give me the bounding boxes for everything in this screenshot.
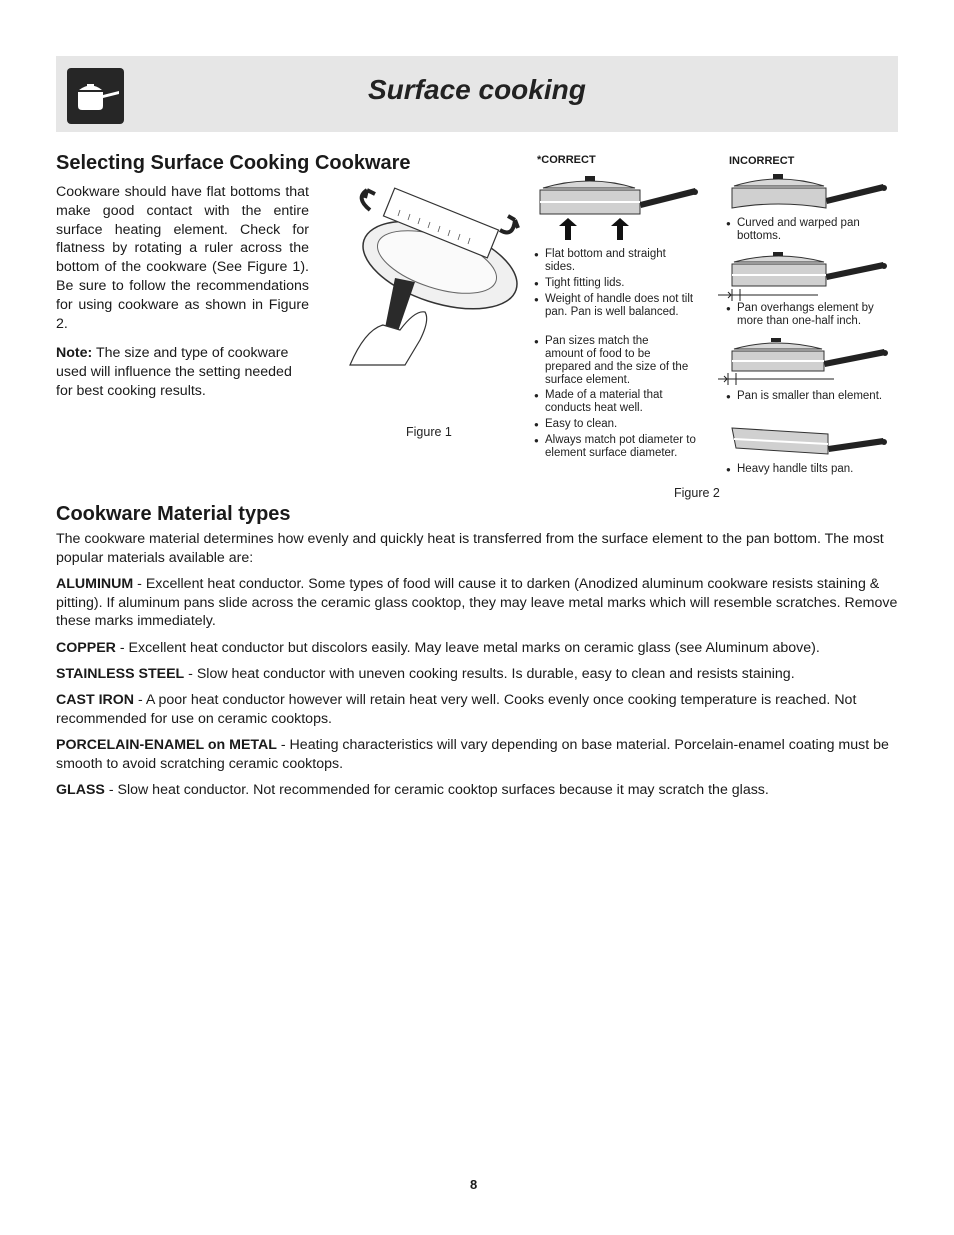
incorrect-heading: INCORRECT [729, 155, 795, 167]
materials-intro: The cookware material determines how evenly and quickly heat is transferred from the surface element to the pan bottom. The most popular materials available are: [56, 531, 884, 566]
warped-pan-illustration [728, 170, 893, 215]
correct-item: ● Easy to clean. [545, 418, 695, 431]
material-stainless-steel [56, 665, 898, 684]
correct-item: ● Made of a material that conducts heat well. [545, 389, 690, 415]
material-name: GLASS [56, 782, 105, 798]
tilted-pan-illustration [728, 424, 893, 459]
figure1-illustration [345, 180, 525, 370]
correct-item: ● Weight of handle does not tilt pan. Pan is well balanced. [545, 293, 700, 319]
correct-item: ● Flat bottom and straight sides. [545, 248, 695, 274]
material-copper [56, 639, 898, 658]
figure2-caption: Figure 2 [674, 486, 720, 500]
material-name: COPPER [56, 640, 116, 656]
small-pan-illustration [716, 335, 893, 387]
section-heading-cookware: Selecting Surface Cooking Cookware [56, 152, 411, 174]
note-paragraph [56, 344, 309, 400]
correct-pan-illustration [535, 170, 710, 245]
incorrect-item: ● Curved and warped pan bottoms. [737, 217, 897, 243]
note-label: Note: [56, 345, 93, 361]
material-text: - Slow heat conductor. Not recommended for ceramic cooktop surfaces because it may scratch the glass. [104, 782, 769, 798]
page-number: 8 [470, 1177, 478, 1192]
note-text: The size and type of cookware used will influence the setting needed for best cooking results. [56, 345, 292, 399]
material-porcelain-enamel [56, 736, 898, 773]
header-banner [56, 56, 898, 132]
correct-heading: *CORRECT [537, 154, 596, 166]
incorrect-item: ● Pan overhangs element by more than one-half inch. [737, 302, 897, 328]
material-text: - Excellent heat conductor but discolors easily. May leave metal marks on ceramic glass (see Aluminum above). [115, 640, 820, 656]
material-text: - A poor heat conductor however will retain heat very well. Cooks evenly once cooking temperature is reached. Not recommended for use on ceramic cooktops. [56, 692, 857, 727]
correct-item: ● Pan sizes match the amount of food to be prepared and the size of the surface element. [545, 335, 690, 387]
incorrect-item: ● Pan is smaller than element. [737, 390, 887, 403]
material-aluminum [56, 575, 898, 631]
section-heading-materials: Cookware Material types [56, 503, 291, 525]
overhang-pan-illustration [718, 250, 893, 302]
material-glass [56, 781, 898, 800]
saucepan-icon [67, 68, 124, 124]
correct-item: ● Tight fitting lids. [545, 277, 695, 290]
material-text: - Heating characteristics will vary depending on base material. Porcelain-enamel coating must be smooth to avoid scratching ceramic cooktops. [56, 737, 889, 772]
material-text: - Slow heat conductor with uneven cooking results. Is durable, easy to clean and resists staining. [184, 666, 795, 682]
material-name: PORCELAIN-ENAMEL on METAL [56, 737, 277, 753]
figure1-caption: Figure 1 [406, 425, 452, 439]
incorrect-item: ● Heavy handle tilts pan. [737, 463, 897, 476]
correct-item: ● Always match pot diameter to element surface diameter. [545, 434, 705, 460]
material-cast-iron [56, 691, 898, 728]
material-name: CAST IRON [56, 692, 135, 708]
page-title: Surface cooking [368, 74, 586, 105]
material-name: ALUMINUM [56, 576, 134, 592]
material-name: STAINLESS STEEL [56, 666, 185, 682]
material-text: - Excellent heat conductor. Some types of food will cause it to darken (Anodized aluminum cookware resists staining & pitting). If aluminum pans slide across the ceramic glass cooktop, they may leave metal marks which will resemble scratches. Remove these marks immediately. [56, 576, 898, 630]
cookware-paragraph: Cookware should have flat bottoms that make good contact with the entire surface heating element. Check for flatness by rotating a ruler across the bottom of the cookware (See Figure 1). Be sure to follow the recommendations for using cookware as shown in Figure 2. [56, 184, 309, 332]
